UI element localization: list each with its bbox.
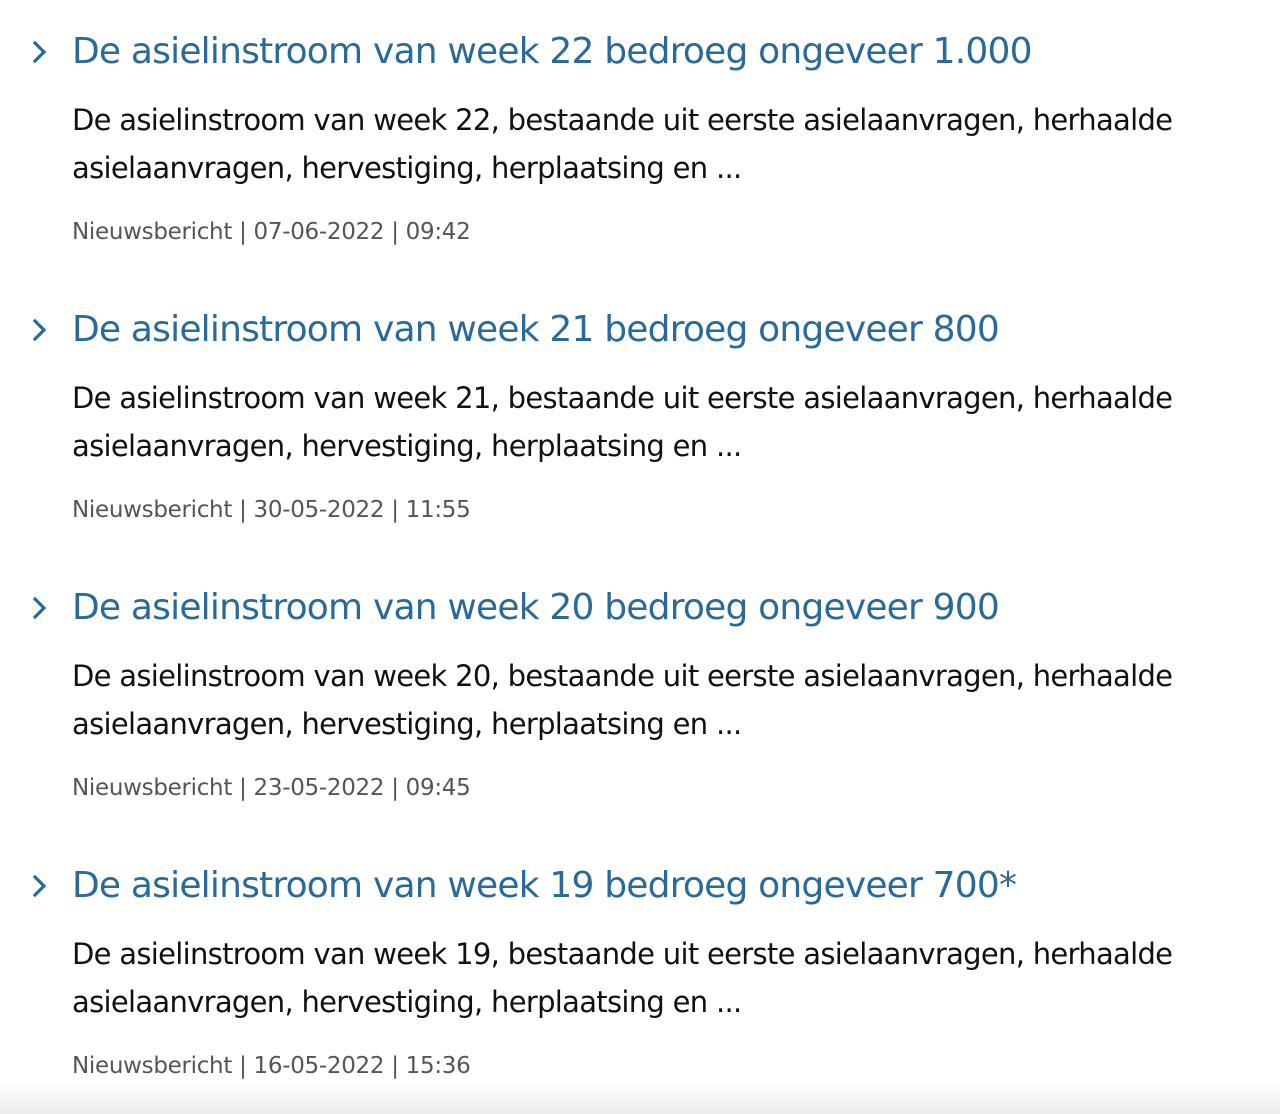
result-item (0, 0, 1280, 278)
chevron-right-icon (30, 874, 50, 898)
chevron-right-icon (30, 40, 50, 64)
result-item (0, 556, 1280, 834)
result-description: De asielinstroom van week 21, bestaande uit eerste asielaanvragen, herhaalde asielaanvragen, hervestiging, herplaatsing en ... (72, 381, 1173, 463)
result-meta: Nieuwsbericht | 07-06-2022 | 09:42 (72, 219, 471, 245)
result-description: De asielinstroom van week 19, bestaande uit eerste asielaanvragen, herhaalde asielaanvragen, hervestiging, herplaatsing en ... (72, 937, 1173, 1019)
result-description: De asielinstroom van week 22, bestaande uit eerste asielaanvragen, herhaalde asielaanvragen, hervestiging, herplaatsing en ... (72, 103, 1173, 185)
result-meta: Nieuwsbericht | 16-05-2022 | 15:36 (72, 1053, 471, 1079)
result-title-link[interactable]: De asielinstroom van week 21 bedroeg ongeveer 800 (72, 309, 999, 350)
result-title-link[interactable]: De asielinstroom van week 22 bedroeg ongeveer 1.000 (72, 31, 1032, 72)
chevron-right-icon (30, 596, 50, 620)
result-title-link[interactable]: De asielinstroom van week 20 bedroeg ongeveer 900 (72, 587, 999, 628)
chevron-right-icon (30, 318, 50, 342)
result-meta: Nieuwsbericht | 23-05-2022 | 09:45 (72, 775, 471, 801)
result-meta: Nieuwsbericht | 30-05-2022 | 11:55 (72, 497, 471, 523)
result-title-link[interactable]: De asielinstroom van week 19 bedroeg ongeveer 700* (72, 865, 1017, 906)
result-item (0, 278, 1280, 556)
result-description: De asielinstroom van week 20, bestaande uit eerste asielaanvragen, herhaalde asielaanvragen, hervestiging, herplaatsing en ... (72, 659, 1173, 741)
result-item (0, 834, 1280, 1112)
